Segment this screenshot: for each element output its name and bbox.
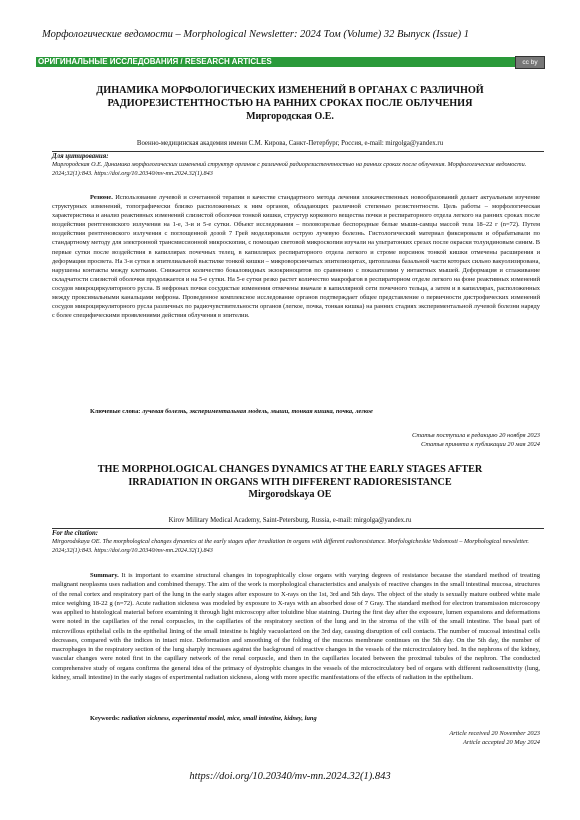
ru-summary (52, 193, 540, 320)
ru-keywords-text: лучевая болезнь, экспериментальная модель, мыши, тонкая кишка, почка, легкое (142, 408, 373, 415)
en-keywords-text: radiation sickness, experimental model, mice, small intestine, kidney, lung (121, 715, 317, 722)
ru-title-line-2: РАДИОРЕЗИСТЕНТНОСТЬЮ НА РАННИХ СРОКАХ ПОСЛЕ ОБЛУЧЕНИЯ (107, 98, 473, 109)
ru-cite-heading: Для цитирования: (52, 153, 109, 160)
ru-title-line-1: ДИНАМИКА МОРФОЛОГИЧЕСКИХ ИЗМЕНЕНИЙ В ОРГАНАХ С РАЗЛИЧНОЙ (96, 85, 484, 96)
en-summary (52, 571, 540, 682)
ru-divider (52, 151, 544, 152)
en-cite-text: Mirgorodskaya OE. The morphological changes dynamics at the early stages after irradiation in organs with different radioresistance. Morfologicheskie Vedomosti – Morphological newsletter. 2024;32(1):843. https://doi.org/10.20340/mv-mn.2024.32(1).843 (52, 538, 529, 554)
en-accepted-date: Article accepted 20 May 2024 (462, 739, 540, 746)
en-author: Mirgorodskaya OE (248, 489, 332, 500)
ru-keywords-label: Ключевые слова: (90, 408, 141, 415)
en-summary-label: Summary. (90, 572, 119, 579)
en-keywords-label: Keywords: (90, 715, 120, 722)
ru-accepted-date: Статья принята к публикации 20 мая 2024 (420, 441, 540, 448)
journal-header: Морфологические ведомости – Morphological Newsletter: 2024 Том (Volume) 32 Выпуск (Issue) 1 (42, 29, 470, 40)
en-keywords (90, 715, 540, 722)
ru-affiliation: Военно-медицинская академия имени С.М. Кирова, Санкт-Петербург, Россия, e-mail: mirgolga@yandex.ru (136, 140, 444, 147)
ru-summary-text: Использование лучевой и сочетанной терапии в качестве стандартного метода лечения злокачественных новообразований делает актуальным изучение структурных изменений, топографически близко расположенных к ним органов, обладающих различной степенью резистентности. Цель работы – морфологическая характеристика и анализ реактивных изменений слизистой оболочки тонкой кишки, структур коркового вещества почки и респираторного отдела легкого на ранних сроках после воздействия рентгеновского излучения на 1-е, 3-и и 5-е сутки. Объект исследования – половозрелые беспородные белые мыши-самцы массой тела 18–22 г (n=72). Путем воздействия рентгеновского излучения с поглощенной дозой 7 Грей моделировали острую лучевую болезнь. Гистологический материал фиксировали и обрабатывали по стандартному методу для электронной трансмиссионной микроскопии, с помощью световой микроскопии изучали на ультратонких срезах после окраски толуидиновым синим. В первые сутки после воздействия в капиллярах почечных телец, в капиллярах респираторного отдела легкого и строме ворсинок тонкой кишки отмечены расширения и деформации просвета. На 3-и сутки в эпителиальной выстилке тонкой кишки – микроворсинчатых эпителиоцитах, цитоплазма базальной части которых сильно вакуолизирована, нарушены контакты между клетками. Снижается количество бокаловидных экзокриноцитов по сравнению с показателями у интактных мышей. Деформация и сглаживание складчатости слизистой оболочки продолжается и на 5-е сутки. На 5-е сутки резко растет количество макрофагов в респираторном отделе легкого на фоне реактивных изменений сосудов микроциркуляторного русла. В нефронах почки сосудистые изменения отмечены вначале в капиллярной сети почечного тельца, а затем и в капиллярах, расположенных между проксимальными канальцами нефрона. Проведенное комплексное исследование органов подтверждает общее представление о первичности дистрофических изменений сосудов микроциркуляторного русла различных по радиочувствительности органов (легкое, почка, тонкая кишка) на ранних стадиях экспериментальной лучевой болезни наряду с более специфическими проявлениями действия облучения в эпителии. (52, 194, 540, 320)
ru-keywords (90, 408, 540, 415)
en-affiliation: Kirov Military Medical Academy, Saint-Petersburg, Russia, e-mail: mirgolga@yandex.ru (168, 517, 412, 524)
en-title-line-1: THE MORPHOLOGICAL CHANGES DYNAMICS AT THE EARLY STAGES AFTER (97, 464, 483, 475)
en-received-date: Article received 20 November 2023 (449, 730, 540, 737)
en-divider (52, 528, 544, 529)
en-summary-text: It is important to examine structural changes in topographically close organs with varying degrees of resistance because the standard method of treating malignant neoplasms uses radiation and combined therapy. The aim of the work is morphological characteristics and analysis of reactive changes in the small intestinal mucosa, structures of the renal cortex and respiratory part of the lung in the early stages after exposure to X-rays on the 1st, 3rd and 5th days. The object of the study is sexually mature outbred white male mice weighing 18-22 g (n=72). Acute radiation sickness was modeled by exposure to X-rays with an absorbed dose of 7 Gray. The standard method for electron transmission microscopy was applied to histological material before examining it through light microscopy after toluidine blue staining. During the first day after the exposure, lumen expansions and deformations were noted in the capillaries of the renal corpuscles, in the capillaries of the respiratory section of the lung and in the stroma of the villi of the small intestine. The basal part of microvillous epithelial cells in the epithelial lining of the small intestine is highly vacuolarized on the 3rd day, causing disruption of cell contacts. The number of mucosal intestinal cells decreases, compared with the indices in intact mice. Deformation and smoothing of the folding of the mucous membrane continues on the 5th day. On the 5th day, the number of macrophages in the respiratory section of the lung sharply increases against the background of reactive changes in the vessels of the microcirculatory bed. In the nephrons of the kidney, vascular changes were noted first in the capillary network of the renal corpuscle, and then in the capillaries located between the proximal tubules of the nephron. The conducted comprehensive study of organs confirms the general idea of the primacy of dystrophic changes in the vessels of the microcirculatory bed of organs with different radiosensitivity (lung, kidney, small intestine) in the early stages of experimental radiation sickness, along with more specific manifestations of the effects of radiation in the epithelium. (52, 572, 540, 681)
ru-summary-label: Резюме. (90, 194, 113, 201)
footer-doi-link[interactable]: https://doi.org/10.20340/mv-mn.2024.32(1).843 (189, 771, 391, 782)
en-title-line-2: IRRADIATION IN ORGANS WITH DIFFERENT RADIORESISTANCE (128, 477, 452, 488)
ru-received-date: Статья поступила в редакцию 20 ноября 2023 (412, 432, 540, 439)
cc-license-badge[interactable]: cc by (515, 56, 545, 69)
en-cite-heading: For the citation: (52, 530, 99, 537)
ru-cite-text: Миргородская О.Е. Динамика морфологических изменений структур органов с различной радиорезистентностью на ранних сроках после облучения. Морфологические ведомости. 2024;32(1):843. https://doi.org/10.20340/mv-mn.2024.32(1).843 (52, 161, 527, 177)
section-banner: ОРИГИНАЛЬНЫЕ ИССЛЕДОВАНИЯ / RESEARCH ARTICLES (36, 57, 530, 67)
ru-author: Миргородская О.Е. (246, 111, 334, 122)
